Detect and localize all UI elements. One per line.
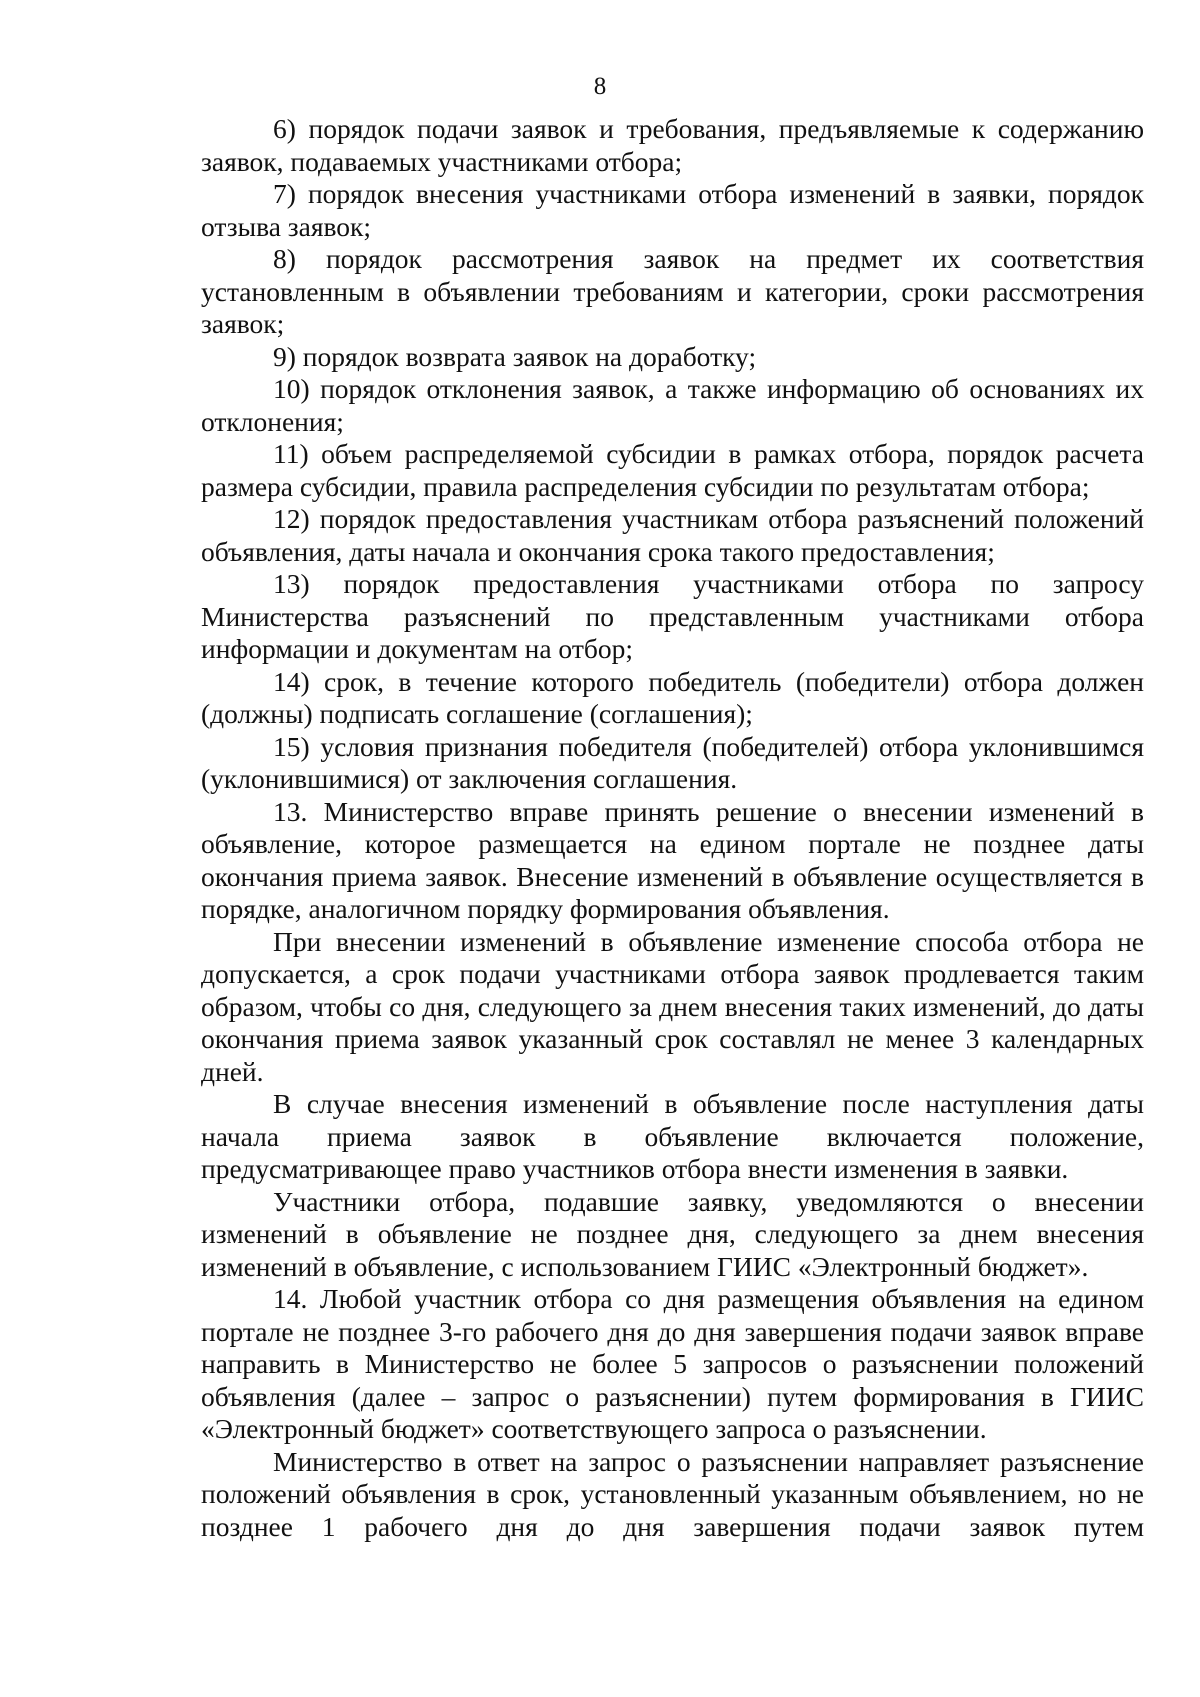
section-14-response-paragraph: Министерство в ответ на запрос о разъяснении направляет разъяснение положений объявления в срок, установленный указанным объявлением, но не позднее 1 рабочего дня до дня завершения подачи заявок путем — [201, 1445, 1144, 1542]
list-item-13: 13) порядок предоставления участниками отбора по запросу Министерства разъяснений по представленным участниками отбора информации и документам на отбор; — [201, 568, 1144, 664]
list-item-14: 14) срок, в течение которого победитель (победители) отбора должен (должны) подписать соглашение (соглашения); — [201, 665, 1144, 729]
list-item-10: 10) порядок отклонения заявок, а также информацию об основаниях их отклонения; — [201, 373, 1144, 437]
list-item-12: 12) порядок предоставления участникам отбора разъяснений положений объявления, даты начала и окончания срока такого предоставления; — [201, 503, 1144, 567]
section-13-paragraph: 13. Министерство вправе принять решение о внесении изменений в объявление, которое размещается на едином портале не позднее даты окончания приема заявок. Внесение изменений в объявление осуществляется в порядке, аналогичном порядку формирования объявления. — [201, 795, 1144, 924]
page-number: 8 — [593, 73, 607, 100]
list-item-6: 6) порядок подачи заявок и требования, предъявляемые к содержанию заявок, подаваемых участниками отбора; — [201, 113, 1144, 177]
list-item-11: 11) объем распределяемой субсидии в рамках отбора, порядок расчета размера субсидии, правила распределения субсидии по результатам отбора; — [201, 438, 1144, 502]
list-item-8: 8) порядок рассмотрения заявок на предмет их соответствия установленным в объявлении требованиям и категории, сроки рассмотрения заявок; — [201, 243, 1144, 339]
list-item-7: 7) порядок внесения участниками отбора изменений в заявки, порядок отзыва заявок; — [201, 178, 1144, 242]
section-13-change-rules-paragraph: При внесении изменений в объявление изменение способа отбора не допускается, а срок подачи участниками отбора заявок продлевается таким образом, чтобы со дня, следующего за днем внесения таких изменений, до даты окончания приема заявок указанный срок составлял не менее 3 календарных дней. — [201, 925, 1144, 1087]
list-item-9: 9) порядок возврата заявок на доработку; — [273, 340, 757, 372]
section-13-changes-after-start-paragraph: В случае внесения изменений в объявление после наступления даты начала приема заявок в объявление включается положение, предусматривающее право участников отбора внести изменения в заявки. — [201, 1088, 1144, 1184]
section-13-notification-paragraph: Участники отбора, подавшие заявку, уведомляются о внесении изменений в объявление не позднее дня, следующего за днем внесения изменений в объявление, с использованием ГИИС «Электронный бюджет». — [201, 1185, 1144, 1282]
list-item-15: 15) условия признания победителя (победителей) отбора уклонившимся (уклонившимися) от заключения соглашения. — [201, 730, 1144, 794]
document-body — [201, 113, 1144, 1543]
section-14-paragraph: 14. Любой участник отбора со дня размещения объявления на едином портале не позднее 3-го рабочего дня до дня завершения подачи заявок вправе направить в Министерство не более 5 запросов о разъяснении положений объявления (далее – запрос о разъяснении) путем формирования в ГИИС «Электронный бюджет» соответствующего запроса о разъяснении. — [201, 1283, 1144, 1444]
